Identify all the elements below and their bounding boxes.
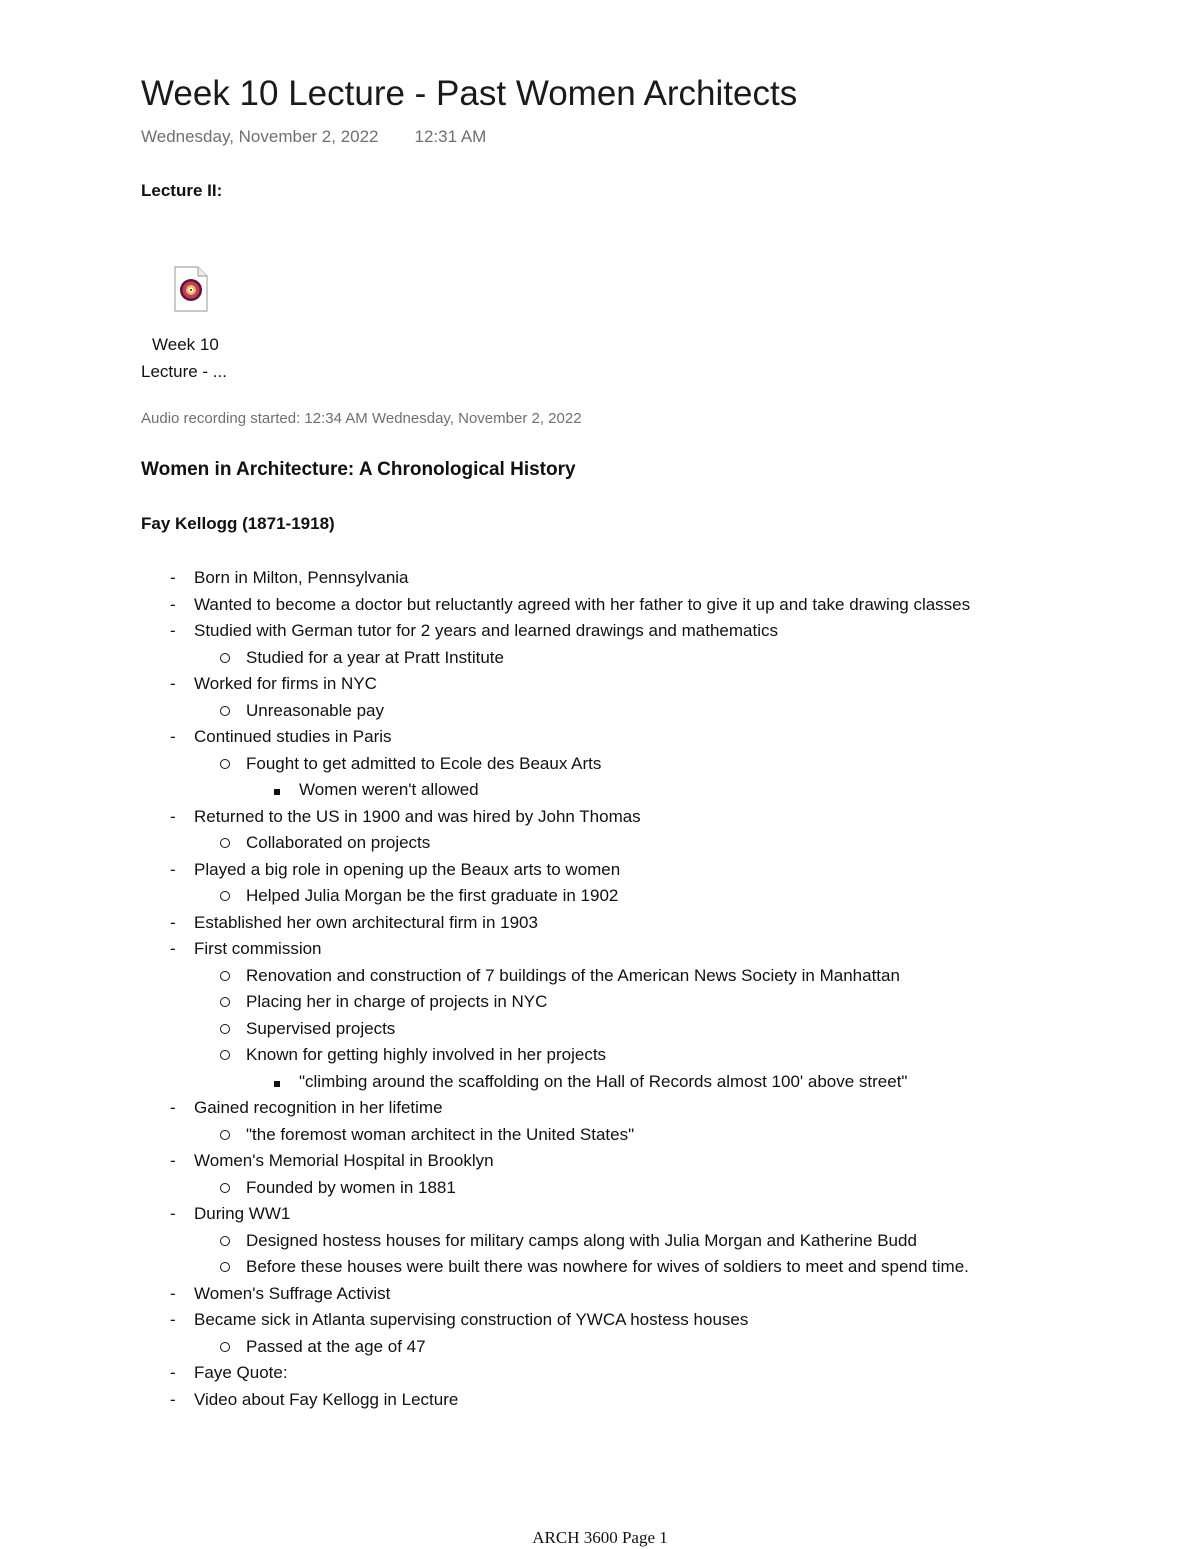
outline-item-text: Continued studies in Paris	[194, 727, 392, 746]
outline-item-text: Passed at the age of 47	[246, 1336, 426, 1356]
dash-bullet-icon: -	[170, 621, 176, 640]
outline-item	[168, 936, 1068, 963]
outline-item-text: "the foremost woman architect in the United States"	[246, 1124, 635, 1144]
outline-item	[168, 1175, 1068, 1202]
outline-item-text: Returned to the US in 1900 and was hired by John Thomas	[194, 806, 641, 826]
circle-bullet-icon	[220, 963, 230, 990]
outline-item-text: Faye Quote:	[194, 1363, 288, 1382]
dash-bullet-icon: -	[170, 1389, 176, 1409]
dash-bullet-icon: -	[170, 1310, 176, 1329]
outline-item-text: Born in Milton, Pennsylvania	[194, 568, 409, 587]
dash-bullet-icon: -	[170, 674, 176, 693]
outline-item-text: Placing her in charge of projects in NYC	[246, 992, 548, 1011]
outline-item-text: Worked for firms in NYC	[194, 674, 377, 693]
outline-item	[168, 1281, 1068, 1308]
lecture-label: Lecture II:	[141, 181, 223, 200]
attachment-name[interactable]	[141, 331, 241, 385]
outline-item	[168, 777, 1068, 804]
audio-file-icon[interactable]	[174, 266, 208, 312]
circle-bullet-icon	[220, 989, 230, 1016]
outline-item	[168, 751, 1068, 778]
dash-bullet-icon: -	[170, 568, 176, 587]
dash-bullet-icon: -	[170, 806, 176, 826]
dash-bullet-icon: -	[170, 859, 176, 879]
outline-item-text: During WW1	[194, 1204, 291, 1223]
dash-bullet-icon: -	[170, 594, 176, 614]
outline-item	[168, 645, 1068, 672]
circle-bullet-icon	[220, 751, 230, 778]
dash-bullet-icon: -	[170, 1098, 176, 1117]
outline-item	[168, 1360, 1068, 1387]
outline-item-text: Collaborated on projects	[246, 833, 431, 852]
outline-item-text: Helped Julia Morgan be the first graduate in 1902	[246, 886, 619, 905]
outline-item	[168, 724, 1068, 751]
outline-item	[168, 592, 1068, 619]
outline-item	[168, 1095, 1068, 1122]
outline-item	[168, 857, 1068, 884]
outline-item	[168, 910, 1068, 937]
outline-item-text: Established her own architectural firm in 1903	[194, 912, 538, 932]
outline-item	[168, 1148, 1068, 1175]
page-date: Wednesday, November 2, 2022	[141, 127, 379, 146]
outline-item-text: Studied with German tutor for 2 years and learned drawings and mathematics	[194, 621, 778, 640]
notes-outline	[168, 565, 1068, 1413]
page-title: Week 10 Lecture - Past Women Architects	[141, 74, 798, 113]
outline-item	[168, 804, 1068, 831]
dash-bullet-icon: -	[170, 939, 176, 958]
outline-item	[168, 1016, 1068, 1043]
outline-item	[168, 963, 1068, 990]
outline-item-text: Renovation and construction of 7 buildings of the American News Society in Manhattan	[246, 965, 900, 985]
circle-bullet-icon	[220, 830, 230, 857]
circle-bullet-icon	[220, 1334, 230, 1361]
outline-item-text: Wanted to become a doctor but reluctantly agreed with her father to give it up and take drawing classes	[194, 594, 971, 614]
outline-item-text: Supervised projects	[246, 1018, 396, 1038]
outline-item	[168, 1334, 1068, 1361]
circle-bullet-icon	[220, 1042, 230, 1069]
outline-item-text: Video about Fay Kellogg in Lecture	[194, 1389, 459, 1409]
outline-item-text: Women's Memorial Hospital in Brooklyn	[194, 1151, 494, 1170]
audio-recording-note: Audio recording started: 12:34 AM Wednesday, November 2, 2022	[141, 410, 582, 427]
dash-bullet-icon: -	[170, 1151, 176, 1170]
attachment-name-line1: Week 10	[152, 335, 219, 354]
outline-item	[168, 1042, 1068, 1069]
outline-item	[168, 1201, 1068, 1228]
page-date-time	[141, 127, 486, 147]
outline-item	[168, 989, 1068, 1016]
outline-item	[168, 1122, 1068, 1149]
outline-item	[168, 618, 1068, 645]
outline-item	[168, 1307, 1068, 1334]
circle-bullet-icon	[220, 698, 230, 725]
square-bullet-icon	[274, 777, 280, 804]
outline-item	[168, 1228, 1068, 1255]
outline-item-text: Became sick in Atlanta supervising construction of YWCA hostess houses	[194, 1310, 749, 1329]
circle-bullet-icon	[220, 883, 230, 910]
outline-item-text: Women's Suffrage Activist	[194, 1283, 391, 1303]
dash-bullet-icon: -	[170, 1204, 176, 1223]
outline-item-text: Designed hostess houses for military camps along with Julia Morgan and Katherine Budd	[246, 1230, 917, 1250]
square-bullet-icon	[274, 1069, 280, 1096]
dash-bullet-icon: -	[170, 727, 176, 746]
outline-item-text: Fought to get admitted to Ecole des Beaux Arts	[246, 753, 602, 773]
outline-item	[168, 698, 1068, 725]
outline-item-text: Known for getting highly involved in her projects	[246, 1045, 607, 1064]
attachment-name-line2: Lecture - ...	[141, 362, 227, 381]
page-time: 12:31 AM	[414, 127, 487, 146]
outline-item-text: "climbing around the scaffolding on the Hall of Records almost 100' above street"	[299, 1071, 908, 1091]
circle-bullet-icon	[220, 645, 230, 672]
outline-item	[168, 883, 1068, 910]
outline-item-text: Women weren't allowed	[299, 780, 479, 799]
outline-item-text: Studied for a year at Pratt Institute	[246, 647, 504, 667]
outline-item	[168, 1069, 1068, 1096]
outline-item-text: Gained recognition in her lifetime	[194, 1098, 443, 1117]
outline-item-text: Unreasonable pay	[246, 700, 384, 720]
outline-item-text: Played a big role in opening up the Beaux arts to women	[194, 859, 621, 879]
outline-item	[168, 671, 1068, 698]
sub-heading: Fay Kellogg (1871-1918)	[141, 514, 335, 533]
outline-item-text: Before these houses were built there was nowhere for wives of soldiers to meet and spend time.	[246, 1257, 969, 1276]
outline-item	[168, 830, 1068, 857]
circle-bullet-icon	[220, 1122, 230, 1149]
section-heading: Women in Architecture: A Chronological History	[141, 459, 576, 480]
dash-bullet-icon: -	[170, 1283, 176, 1303]
dash-bullet-icon: -	[170, 1363, 176, 1382]
outline-item-text: First commission	[194, 939, 322, 958]
circle-bullet-icon	[220, 1254, 230, 1281]
circle-bullet-icon	[220, 1228, 230, 1255]
circle-bullet-icon	[220, 1016, 230, 1043]
outline-item	[168, 1387, 1068, 1414]
page-footer: ARCH 3600 Page 1	[532, 1528, 668, 1547]
circle-bullet-icon	[220, 1175, 230, 1202]
outline-item	[168, 1254, 1068, 1281]
outline-item	[168, 565, 1068, 592]
dash-bullet-icon: -	[170, 912, 176, 932]
outline-item-text: Founded by women in 1881	[246, 1177, 456, 1197]
